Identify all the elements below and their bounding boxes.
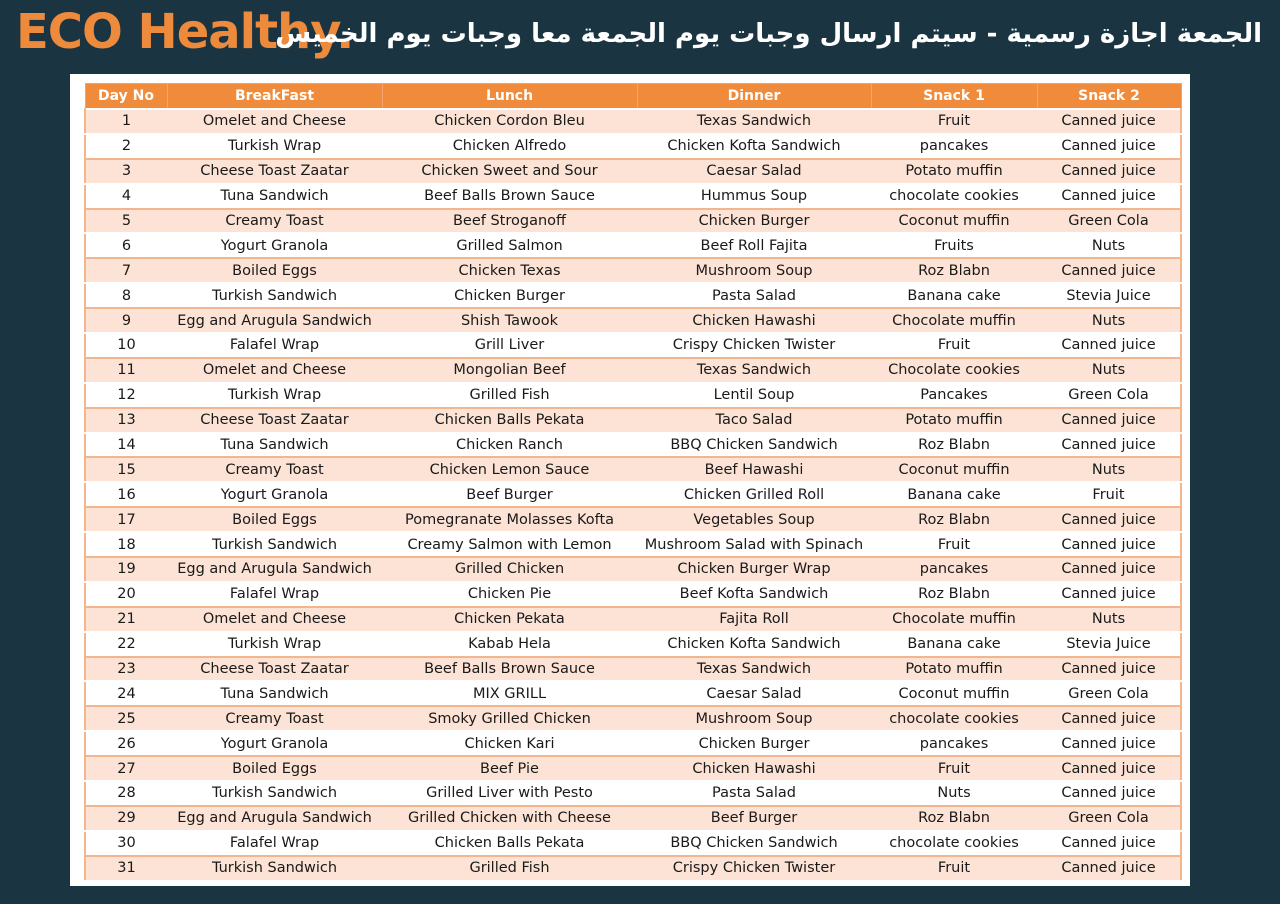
lunch-cell: Grilled Salmon	[382, 233, 637, 258]
day-no-cell: 8	[85, 283, 167, 308]
table-row	[85, 457, 1181, 482]
day-no-cell: 1	[85, 109, 167, 134]
breakfast-cell: Turkish Wrap	[167, 134, 382, 159]
table-row	[85, 507, 1181, 532]
breakfast-cell: Turkish Sandwich	[167, 283, 382, 308]
lunch-cell: Pomegranate Molasses Kofta	[382, 507, 637, 532]
lunch-cell: Grilled Liver with Pesto	[382, 781, 637, 806]
breakfast-cell: Boiled Eggs	[167, 507, 382, 532]
snack-1-cell: Fruits	[871, 233, 1037, 258]
lunch-cell: Grilled Chicken	[382, 557, 637, 582]
day-no-cell: 14	[85, 433, 167, 458]
snack-2-cell: Canned juice	[1037, 582, 1181, 607]
snack-2-cell: Canned juice	[1037, 756, 1181, 781]
brand-logo: ECO Healthy.	[16, 4, 354, 60]
snack-1-cell: Roz Blabn	[871, 433, 1037, 458]
table-row	[85, 532, 1181, 557]
day-no-cell: 22	[85, 632, 167, 657]
breakfast-cell: Tuna Sandwich	[167, 184, 382, 209]
table-header-row	[85, 84, 1181, 110]
table-body	[85, 109, 1181, 881]
day-no-cell: 17	[85, 507, 167, 532]
snack-1-cell: Potato muffin	[871, 408, 1037, 433]
table-row	[85, 706, 1181, 731]
snack-2-cell: Stevia Juice	[1037, 632, 1181, 657]
day-no-cell: 6	[85, 233, 167, 258]
day-no-cell: 15	[85, 457, 167, 482]
header-snack-1: Snack 1	[871, 84, 1037, 110]
snack-1-cell: Banana cake	[871, 283, 1037, 308]
snack-1-cell: Roz Blabn	[871, 507, 1037, 532]
snack-2-cell: Canned juice	[1037, 557, 1181, 582]
day-no-cell: 29	[85, 806, 167, 831]
lunch-cell: Smoky Grilled Chicken	[382, 706, 637, 731]
day-no-cell: 5	[85, 209, 167, 234]
table-row	[85, 283, 1181, 308]
snack-2-cell: Canned juice	[1037, 433, 1181, 458]
table-row	[85, 308, 1181, 333]
breakfast-cell: Omelet and Cheese	[167, 607, 382, 632]
snack-1-cell: Nuts	[871, 781, 1037, 806]
dinner-cell: BBQ Chicken Sandwich	[637, 831, 871, 856]
day-no-cell: 2	[85, 134, 167, 159]
snack-1-cell: chocolate cookies	[871, 831, 1037, 856]
snack-2-cell: Canned juice	[1037, 507, 1181, 532]
table-row	[85, 756, 1181, 781]
dinner-cell: Beef Kofta Sandwich	[637, 582, 871, 607]
snack-2-cell: Nuts	[1037, 233, 1181, 258]
lunch-cell: Chicken Kari	[382, 731, 637, 756]
lunch-cell: Grilled Fish	[382, 856, 637, 881]
table-row	[85, 209, 1181, 234]
breakfast-cell: Egg and Arugula Sandwich	[167, 557, 382, 582]
breakfast-cell: Turkish Wrap	[167, 383, 382, 408]
dinner-cell: Fajita Roll	[637, 607, 871, 632]
lunch-cell: Chicken Alfredo	[382, 134, 637, 159]
snack-1-cell: Roz Blabn	[871, 258, 1037, 283]
dinner-cell: Mushroom Salad with Spinach	[637, 532, 871, 557]
day-no-cell: 23	[85, 657, 167, 682]
snack-2-cell: Canned juice	[1037, 856, 1181, 881]
day-no-cell: 13	[85, 408, 167, 433]
breakfast-cell: Turkish Wrap	[167, 632, 382, 657]
breakfast-cell: Creamy Toast	[167, 706, 382, 731]
table-row	[85, 433, 1181, 458]
snack-2-cell: Fruit	[1037, 482, 1181, 507]
day-no-cell: 28	[85, 781, 167, 806]
dinner-cell: Chicken Grilled Roll	[637, 482, 871, 507]
dinner-cell: Chicken Kofta Sandwich	[637, 632, 871, 657]
table-row	[85, 109, 1181, 134]
header-day-no: Day No	[85, 84, 167, 110]
snack-2-cell: Green Cola	[1037, 209, 1181, 234]
lunch-cell: Beef Burger	[382, 482, 637, 507]
breakfast-cell: Omelet and Cheese	[167, 358, 382, 383]
breakfast-cell: Cheese Toast Zaatar	[167, 159, 382, 184]
table-row	[85, 582, 1181, 607]
table-row	[85, 159, 1181, 184]
table-row	[85, 358, 1181, 383]
snack-1-cell: Coconut muffin	[871, 457, 1037, 482]
header-lunch: Lunch	[382, 84, 637, 110]
table-row	[85, 557, 1181, 582]
snack-1-cell: Banana cake	[871, 482, 1037, 507]
dinner-cell: Chicken Kofta Sandwich	[637, 134, 871, 159]
day-no-cell: 7	[85, 258, 167, 283]
snack-2-cell: Canned juice	[1037, 657, 1181, 682]
dinner-cell: Hummus Soup	[637, 184, 871, 209]
lunch-cell: Grill Liver	[382, 333, 637, 358]
snack-2-cell: Stevia Juice	[1037, 283, 1181, 308]
snack-2-cell: Nuts	[1037, 607, 1181, 632]
dinner-cell: Taco Salad	[637, 408, 871, 433]
dinner-cell: Texas Sandwich	[637, 109, 871, 134]
breakfast-cell: Turkish Sandwich	[167, 856, 382, 881]
dinner-cell: Texas Sandwich	[637, 657, 871, 682]
header-snack-2: Snack 2	[1037, 84, 1181, 110]
snack-2-cell: Canned juice	[1037, 333, 1181, 358]
dinner-cell: BBQ Chicken Sandwich	[637, 433, 871, 458]
lunch-cell: Chicken Sweet and Sour	[382, 159, 637, 184]
dinner-cell: Caesar Salad	[637, 159, 871, 184]
snack-1-cell: chocolate cookies	[871, 184, 1037, 209]
day-no-cell: 9	[85, 308, 167, 333]
day-no-cell: 10	[85, 333, 167, 358]
snack-2-cell: Nuts	[1037, 358, 1181, 383]
snack-1-cell: Fruit	[871, 532, 1037, 557]
day-no-cell: 11	[85, 358, 167, 383]
breakfast-cell: Egg and Arugula Sandwich	[167, 806, 382, 831]
day-no-cell: 25	[85, 706, 167, 731]
breakfast-cell: Yogurt Granola	[167, 482, 382, 507]
snack-1-cell: Fruit	[871, 756, 1037, 781]
snack-2-cell: Green Cola	[1037, 383, 1181, 408]
snack-2-cell: Canned juice	[1037, 532, 1181, 557]
table-row	[85, 233, 1181, 258]
snack-1-cell: pancakes	[871, 557, 1037, 582]
day-no-cell: 19	[85, 557, 167, 582]
table-row	[85, 806, 1181, 831]
breakfast-cell: Tuna Sandwich	[167, 681, 382, 706]
dinner-cell: Vegetables Soup	[637, 507, 871, 532]
table-row	[85, 831, 1181, 856]
day-no-cell: 27	[85, 756, 167, 781]
lunch-cell: Mongolian Beef	[382, 358, 637, 383]
snack-1-cell: Banana cake	[871, 632, 1037, 657]
dinner-cell: Mushroom Soup	[637, 706, 871, 731]
dinner-cell: Chicken Burger	[637, 209, 871, 234]
breakfast-cell: Falafel Wrap	[167, 831, 382, 856]
dinner-cell: Crispy Chicken Twister	[637, 333, 871, 358]
breakfast-cell: Falafel Wrap	[167, 333, 382, 358]
day-no-cell: 20	[85, 582, 167, 607]
dinner-cell: Beef Burger	[637, 806, 871, 831]
snack-2-cell: Green Cola	[1037, 806, 1181, 831]
snack-1-cell: Chocolate cookies	[871, 358, 1037, 383]
snack-1-cell: Coconut muffin	[871, 209, 1037, 234]
breakfast-cell: Omelet and Cheese	[167, 109, 382, 134]
snack-1-cell: Chocolate muffin	[871, 607, 1037, 632]
table-row	[85, 184, 1181, 209]
snack-1-cell: Fruit	[871, 109, 1037, 134]
dinner-cell: Chicken Burger	[637, 731, 871, 756]
breakfast-cell: Cheese Toast Zaatar	[167, 657, 382, 682]
lunch-cell: Chicken Balls Pekata	[382, 408, 637, 433]
breakfast-cell: Turkish Sandwich	[167, 532, 382, 557]
lunch-cell: Chicken Burger	[382, 283, 637, 308]
snack-2-cell: Canned juice	[1037, 184, 1181, 209]
meal-plan-table	[84, 83, 1182, 882]
dinner-cell: Pasta Salad	[637, 781, 871, 806]
snack-2-cell: Canned juice	[1037, 831, 1181, 856]
day-no-cell: 26	[85, 731, 167, 756]
snack-2-cell: Canned juice	[1037, 706, 1181, 731]
dinner-cell: Texas Sandwich	[637, 358, 871, 383]
table-row	[85, 781, 1181, 806]
breakfast-cell: Tuna Sandwich	[167, 433, 382, 458]
lunch-cell: Beef Pie	[382, 756, 637, 781]
lunch-cell: Chicken Ranch	[382, 433, 637, 458]
lunch-cell: Chicken Pie	[382, 582, 637, 607]
snack-2-cell: Canned juice	[1037, 109, 1181, 134]
dinner-cell: Caesar Salad	[637, 681, 871, 706]
breakfast-cell: Boiled Eggs	[167, 258, 382, 283]
menu-sheet	[70, 74, 1190, 886]
snack-1-cell: chocolate cookies	[871, 706, 1037, 731]
lunch-cell: Chicken Pekata	[382, 607, 637, 632]
snack-1-cell: Potato muffin	[871, 159, 1037, 184]
table-row	[85, 258, 1181, 283]
snack-2-cell: Nuts	[1037, 457, 1181, 482]
table-row	[85, 657, 1181, 682]
lunch-cell: MIX GRILL	[382, 681, 637, 706]
dinner-cell: Lentil Soup	[637, 383, 871, 408]
breakfast-cell: Creamy Toast	[167, 457, 382, 482]
lunch-cell: Shish Tawook	[382, 308, 637, 333]
table-row	[85, 333, 1181, 358]
snack-2-cell: Nuts	[1037, 308, 1181, 333]
dinner-cell: Mushroom Soup	[637, 258, 871, 283]
lunch-cell: Beef Balls Brown Sauce	[382, 184, 637, 209]
snack-2-cell: Canned juice	[1037, 258, 1181, 283]
breakfast-cell: Yogurt Granola	[167, 233, 382, 258]
day-no-cell: 3	[85, 159, 167, 184]
lunch-cell: Grilled Fish	[382, 383, 637, 408]
lunch-cell: Creamy Salmon with Lemon	[382, 532, 637, 557]
table-row	[85, 731, 1181, 756]
breakfast-cell: Egg and Arugula Sandwich	[167, 308, 382, 333]
breakfast-cell: Falafel Wrap	[167, 582, 382, 607]
day-no-cell: 31	[85, 856, 167, 881]
snack-1-cell: Pancakes	[871, 383, 1037, 408]
breakfast-cell: Yogurt Granola	[167, 731, 382, 756]
dinner-cell: Crispy Chicken Twister	[637, 856, 871, 881]
snack-1-cell: Roz Blabn	[871, 806, 1037, 831]
snack-1-cell: Chocolate muffin	[871, 308, 1037, 333]
day-no-cell: 16	[85, 482, 167, 507]
table-row	[85, 607, 1181, 632]
header-breakfast: BreakFast	[167, 84, 382, 110]
day-no-cell: 30	[85, 831, 167, 856]
snack-2-cell: Canned juice	[1037, 159, 1181, 184]
table-row	[85, 681, 1181, 706]
header-dinner: Dinner	[637, 84, 871, 110]
lunch-cell: Chicken Cordon Bleu	[382, 109, 637, 134]
snack-1-cell: Coconut muffin	[871, 681, 1037, 706]
day-no-cell: 24	[85, 681, 167, 706]
snack-2-cell: Canned juice	[1037, 731, 1181, 756]
snack-1-cell: Roz Blabn	[871, 582, 1037, 607]
day-no-cell: 18	[85, 532, 167, 557]
snack-2-cell: Canned juice	[1037, 408, 1181, 433]
breakfast-cell: Turkish Sandwich	[167, 781, 382, 806]
snack-1-cell: Fruit	[871, 333, 1037, 358]
holiday-notice: الجمعة اجازة رسمية - سيتم ارسال وجبات يوم الجمعة معا وجبات يوم الخميس	[275, 19, 1262, 49]
dinner-cell: Chicken Hawashi	[637, 308, 871, 333]
lunch-cell: Kabab Hela	[382, 632, 637, 657]
day-no-cell: 21	[85, 607, 167, 632]
breakfast-cell: Boiled Eggs	[167, 756, 382, 781]
snack-1-cell: pancakes	[871, 731, 1037, 756]
lunch-cell: Chicken Balls Pekata	[382, 831, 637, 856]
day-no-cell: 4	[85, 184, 167, 209]
snack-1-cell: pancakes	[871, 134, 1037, 159]
dinner-cell: Chicken Burger Wrap	[637, 557, 871, 582]
table-row	[85, 632, 1181, 657]
snack-1-cell: Fruit	[871, 856, 1037, 881]
lunch-cell: Chicken Lemon Sauce	[382, 457, 637, 482]
lunch-cell: Beef Balls Brown Sauce	[382, 657, 637, 682]
snack-2-cell: Canned juice	[1037, 134, 1181, 159]
dinner-cell: Chicken Hawashi	[637, 756, 871, 781]
breakfast-cell: Cheese Toast Zaatar	[167, 408, 382, 433]
lunch-cell: Beef Stroganoff	[382, 209, 637, 234]
dinner-cell: Beef Hawashi	[637, 457, 871, 482]
table-row	[85, 134, 1181, 159]
lunch-cell: Grilled Chicken with Cheese	[382, 806, 637, 831]
dinner-cell: Beef Roll Fajita	[637, 233, 871, 258]
breakfast-cell: Creamy Toast	[167, 209, 382, 234]
dinner-cell: Pasta Salad	[637, 283, 871, 308]
table-row	[85, 383, 1181, 408]
table-row	[85, 408, 1181, 433]
table-row	[85, 482, 1181, 507]
snack-2-cell: Green Cola	[1037, 681, 1181, 706]
snack-1-cell: Potato muffin	[871, 657, 1037, 682]
day-no-cell: 12	[85, 383, 167, 408]
table-row	[85, 856, 1181, 881]
snack-2-cell: Canned juice	[1037, 781, 1181, 806]
lunch-cell: Chicken Texas	[382, 258, 637, 283]
